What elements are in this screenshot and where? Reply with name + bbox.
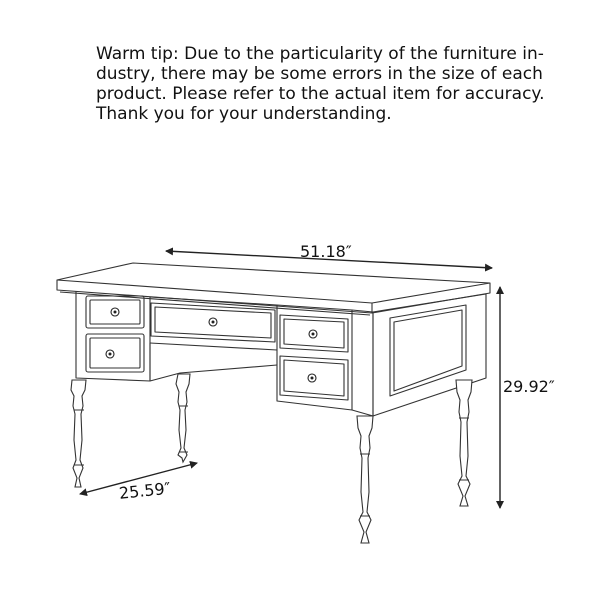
warm-tip-line: dustry, there may be some errors in the size of each: [96, 64, 543, 84]
width-label: 51.18″: [300, 242, 352, 261]
desk-leg: [71, 380, 86, 487]
depth-label: 25.59″: [118, 478, 172, 503]
warm-tip-line: Thank you for your understanding.: [96, 104, 392, 124]
drawer-bottom-left: [86, 334, 144, 372]
desk-leg: [176, 374, 190, 462]
warm-tip-line: product. Please refer to the actual item for accuracy.: [96, 84, 545, 104]
desk-leg: [357, 416, 373, 543]
warm-tip-line: Warm tip: Due to the particularity of the furniture in-: [96, 44, 544, 64]
height-label: 29.92″: [503, 377, 555, 396]
desk-leg: [456, 380, 472, 506]
